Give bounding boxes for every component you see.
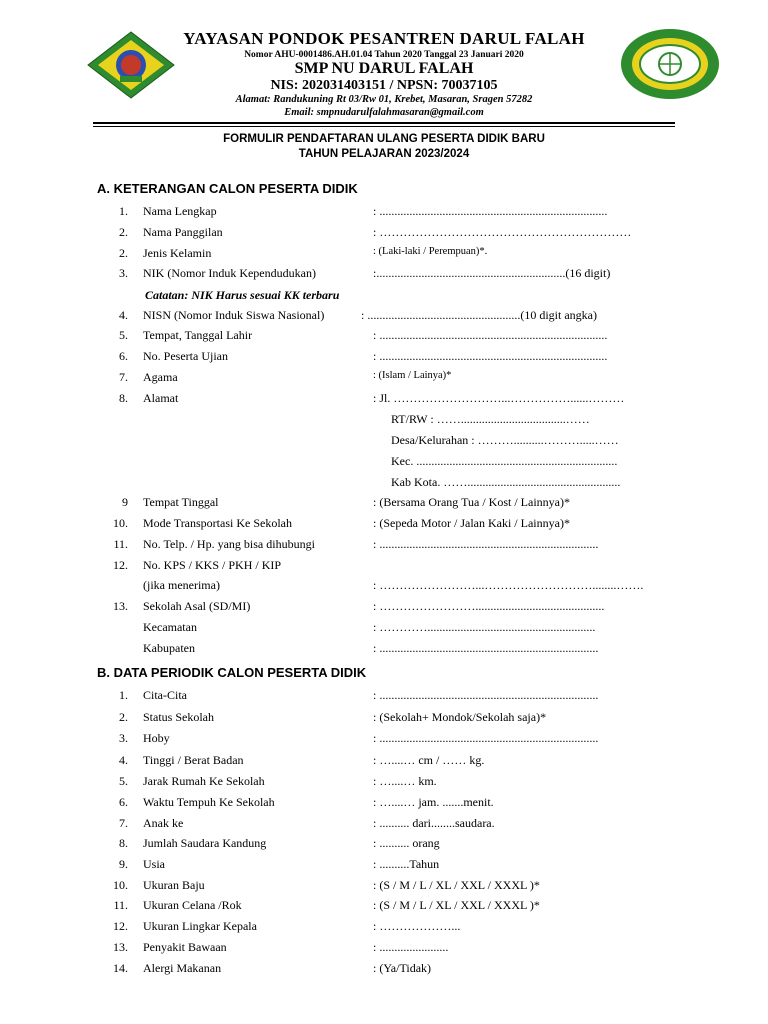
form-row [0,537,768,555]
form-row [0,774,768,792]
row-number: 5. [119,328,128,342]
form-row [0,308,768,326]
row-label: Jarak Rumah Ke Sekolah [143,774,265,788]
form-row [0,328,768,346]
address-kab-kota[interactable]: Kab Kota. ……................................................... [391,475,621,489]
row-number: 3. [119,266,128,280]
row-label: Ukuran Celana /Rok [143,898,242,912]
row-value[interactable]: : .......... orang [373,836,440,850]
row-label: Mode Transportasi Ke Sekolah [143,516,292,530]
form-row [0,246,768,264]
yayasan-name: YAYASAN PONDOK PESANTREN DARUL FALAH [183,29,585,48]
row-value[interactable]: : …....… km. [373,774,437,788]
row-value[interactable]: : (S / M / L / XL / XXL / XXXL )* [373,898,540,912]
school-name: SMP NU DARUL FALAH [294,60,474,77]
address-desa[interactable]: Desa/Kelurahan : ………..........……….....…… [391,433,619,447]
row-number: 12. [113,558,128,572]
row-value[interactable]: : ………………... [373,919,461,933]
row-value[interactable]: : ....................... [373,940,449,954]
row-label: Sekolah Asal (SD/MI) [143,599,251,613]
form-row [0,641,768,659]
row-label: Agama [143,370,178,384]
form-row [0,391,768,409]
row-value[interactable]: : (Sepeda Motor / Jalan Kaki / Lainnya)* [373,516,570,530]
row-label: (jika menerima) [143,578,220,592]
form-row [0,349,768,367]
row-number: 14. [113,961,128,975]
row-number: 12. [113,919,128,933]
form-row [0,898,768,916]
row-label: No. Peserta Ujian [143,349,228,363]
row-number: 8. [119,836,128,850]
row-label: Nama Panggilan [143,225,223,239]
row-number: 8. [119,391,128,405]
form-row [0,836,768,854]
row-value[interactable]: : …………........................................................ [373,620,596,634]
form-row [0,731,768,749]
row-label: Ukuran Baju [143,878,205,892]
row-value[interactable]: :...............................................................(16 digit) [373,266,611,280]
row-label: NIK (Nomor Induk Kependudukan) [143,266,316,280]
form-row [0,516,768,534]
row-value[interactable]: : ……………………........................................... [373,599,605,613]
row-number: 4. [119,753,128,767]
row-value[interactable]: : ............................................................................ [373,328,608,342]
form-row [0,225,768,243]
row-value[interactable]: : (Sekolah+ Mondok/Sekolah saja)* [373,710,547,724]
form-row [0,816,768,834]
row-label: Tempat, Tanggal Lahir [143,328,253,342]
form-row [0,578,768,596]
row-number: 11. [113,898,128,912]
row-value[interactable]: : Jl. ………………………...……………......……… [373,391,625,405]
row-value[interactable]: : (Islam / Lainya)* [373,370,452,381]
row-label: Alamat [143,391,179,405]
row-number: 7. [119,816,128,830]
row-number: 7. [119,370,128,384]
header-divider-thin [93,126,675,127]
form-row [0,961,768,979]
form-row [0,620,768,638]
row-value[interactable]: : ……………………...………………………........……. [373,578,644,592]
school-address: Alamat: Randukuning Rt 03/Rw 01, Krebet, Masaran, Sragen 57282 [235,94,533,105]
row-value[interactable]: : ......................................................................... [373,688,599,702]
row-label: Ukuran Lingkar Kepala [143,919,257,933]
form-row [0,795,768,813]
row-number: 4. [119,308,128,322]
form-row [0,940,768,958]
form-row [0,495,768,513]
row-value[interactable]: : ......................................................................... [373,731,599,745]
row-number: 6. [119,795,128,809]
row-value[interactable]: : ............................................................................ [373,204,608,218]
header-divider-thick [93,122,675,124]
row-value[interactable]: : ......................................................................... [373,537,599,551]
row-value[interactable]: : …....… cm / …… kg. [373,753,485,767]
section-b-heading: B. DATA PERIODIK CALON PESERTA DIDIK [97,665,367,680]
row-number: 1. [119,204,128,218]
row-number: 10. [113,878,128,892]
row-value[interactable]: : (Ya/Tidak) [373,961,432,975]
row-label: Status Sekolah [143,710,214,724]
row-value[interactable]: : (S / M / L / XL / XXL / XXXL )* [373,878,540,892]
row-value[interactable]: : ……………………………………………………… [373,225,632,239]
form-row [0,370,768,388]
row-label: Jenis Kelamin [143,246,212,260]
form-row [0,599,768,617]
nik-note: Catatan: NIK Harus sesuai KK terbaru [145,288,340,302]
row-value[interactable]: : …....… jam. .......menit. [373,795,494,809]
form-row [0,688,768,706]
row-value[interactable]: : (Bersama Orang Tua / Kost / Lainnya)* [373,495,570,509]
row-number: 2. [119,246,128,260]
form-row [0,857,768,875]
row-value[interactable]: : ...................................................(10 digit angka) [361,308,597,322]
row-number: 11. [113,537,128,551]
section-a-heading: A. KETERANGAN CALON PESERTA DIDIK [97,181,358,196]
row-number: 3. [119,731,128,745]
address-kecamatan[interactable]: Kec. ................................................................... [391,454,618,468]
row-label: No. KPS / KKS / PKH / KIP [143,558,282,572]
form-row [0,266,768,284]
form-row [0,878,768,896]
row-number: 1. [119,688,128,702]
school-email: Email: smpnudarulfalahmasaran@gmail.com [284,107,484,118]
form-row [0,558,768,576]
row-value[interactable]: : .......... dari........saudara. [373,816,495,830]
row-number: 13. [113,599,128,613]
form-title: FORMULIR PENDAFTARAN ULANG PESERTA DIDIK BARU [223,133,545,145]
row-number: 2. [119,710,128,724]
form-row [0,710,768,728]
row-label: Penyakit Bawaan [143,940,227,954]
row-label: Cita-Cita [143,688,187,702]
row-value[interactable]: : (Laki-laki / Perempuan)*. [373,246,488,257]
row-number: 5. [119,774,128,788]
row-value[interactable]: : ..........Tahun [373,857,440,871]
row-label: Kecamatan [143,620,197,634]
row-number: 10. [113,516,128,530]
row-label: Tinggi / Berat Badan [143,753,244,767]
row-label: NISN (Nomor Induk Siswa Nasional) [143,308,325,322]
row-label: Jumlah Saudara Kandung [143,836,267,850]
row-value[interactable]: : ............................................................................ [373,349,608,363]
row-value[interactable]: : ......................................................................... [373,641,599,655]
form-row [0,919,768,937]
row-number: 9. [119,857,128,871]
form-row [0,753,768,771]
row-number: 2. [119,225,128,239]
row-number: 6. [119,349,128,363]
nis-npsn: NIS: 202031403151 / NPSN: 70037105 [270,78,498,93]
row-label: Alergi Makanan [143,961,222,975]
address-rt-rw[interactable]: RT/RW : ……...................................…… [391,412,590,426]
row-label: Tempat Tinggal [143,495,219,509]
registration-number: Nomor AHU-0001486.AH.01.04 Tahun 2020 Tanggal 23 Januari 2020 [244,50,524,60]
row-label: No. Telp. / Hp. yang bisa dihubungi [143,537,315,551]
row-label: Nama Lengkap [143,204,217,218]
form-year: TAHUN PELAJARAN 2023/2024 [298,148,470,160]
row-label: Hoby [143,731,170,745]
row-label: Anak ke [143,816,184,830]
row-label: Kabupaten [143,641,195,655]
row-number: 13. [113,940,128,954]
row-label: Waktu Tempuh Ke Sekolah [143,795,275,809]
form-row [0,204,768,222]
row-number: 9 [122,495,128,509]
row-label: Usia [143,857,165,871]
